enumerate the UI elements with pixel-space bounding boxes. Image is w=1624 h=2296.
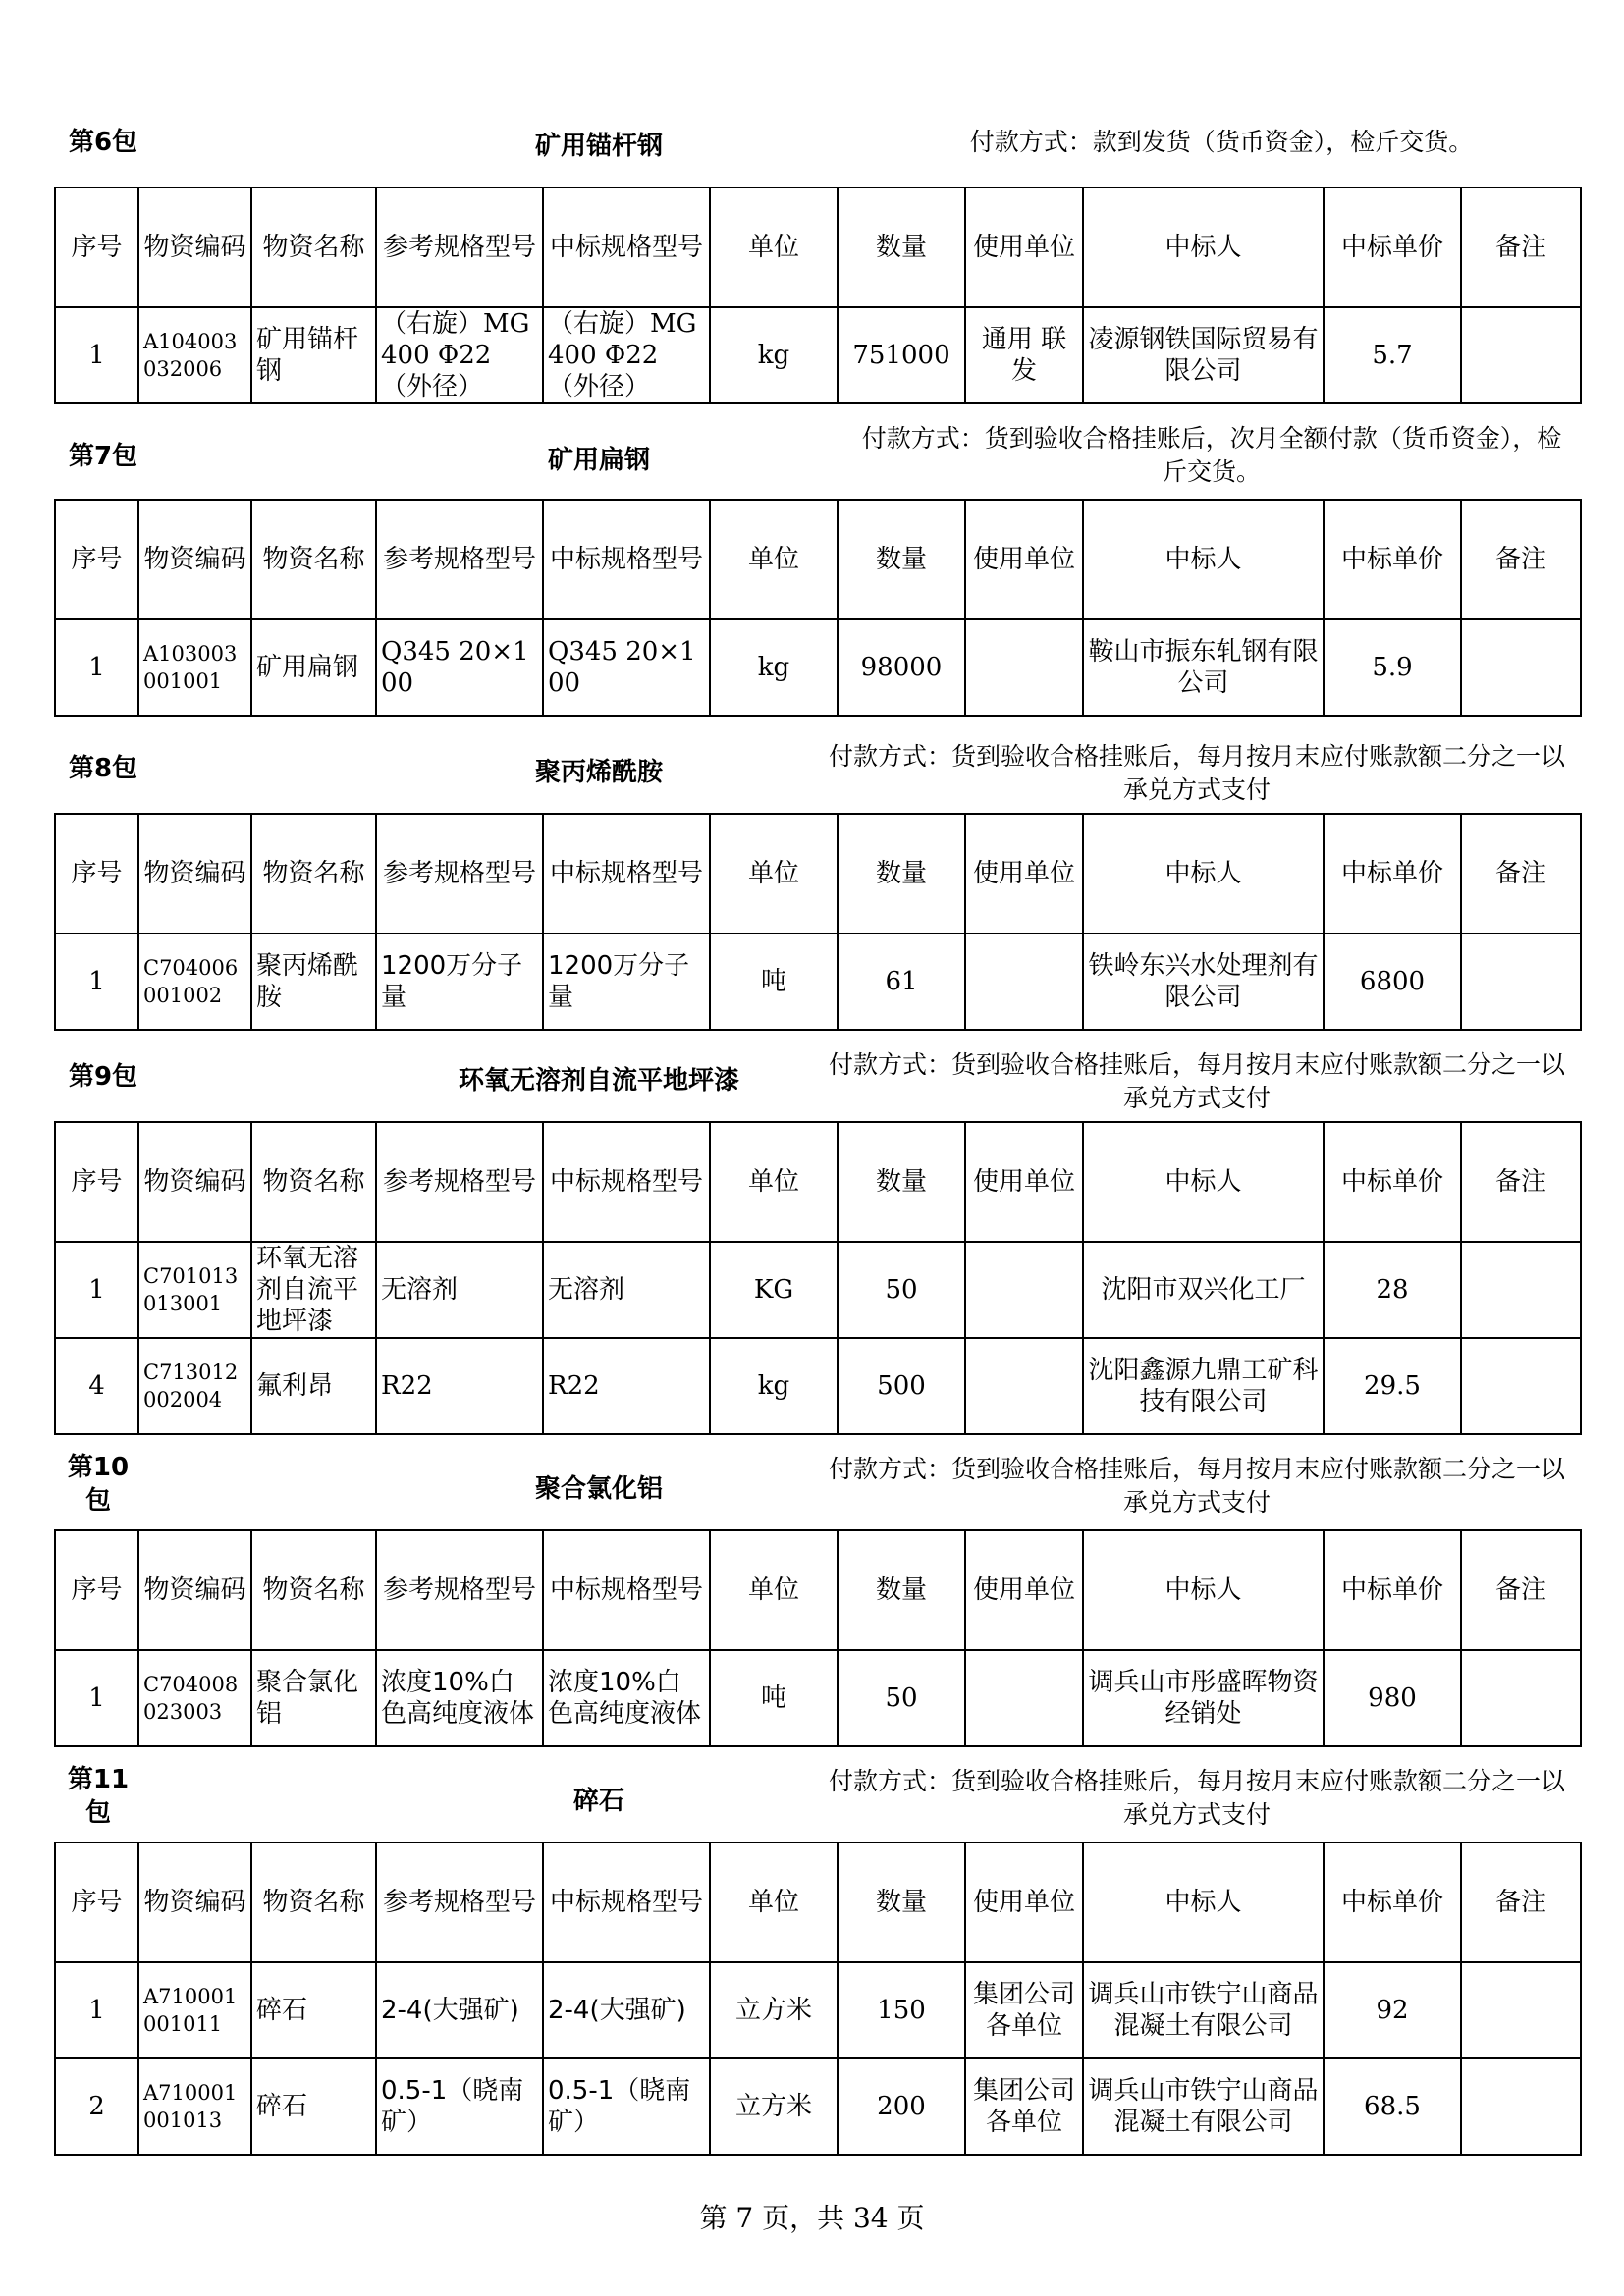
cell-unit: 吨 <box>710 1650 838 1746</box>
cell-note <box>1461 619 1581 716</box>
cell-bid-spec: R22 <box>543 1338 710 1434</box>
column-header: 序号 <box>55 1122 138 1242</box>
package-number: 第6包 <box>68 128 138 157</box>
cell-seq: 1 <box>55 1650 138 1746</box>
cell-code: C704008023003 <box>138 1650 251 1746</box>
cell-qty: 50 <box>838 1242 965 1338</box>
cell-ref-spec: Q345 20×100 <box>376 619 543 716</box>
cell-winner: 沈阳市双兴化工厂 <box>1083 1242 1324 1338</box>
column-header: 参考规格型号 <box>376 1842 543 1962</box>
column-header: 中标规格型号 <box>543 1122 710 1242</box>
cell-name: 聚合氯化铝 <box>251 1650 376 1746</box>
column-header: 序号 <box>55 1842 138 1962</box>
table-row <box>55 619 1581 716</box>
column-header: 备注 <box>1461 500 1581 619</box>
cell-winner: 凌源钢铁国际贸易有限公司 <box>1083 307 1324 403</box>
cell-user <box>965 1650 1083 1746</box>
cell-code: C701013013001 <box>138 1242 251 1338</box>
cell-unit: KG <box>710 1242 838 1338</box>
column-header: 中标规格型号 <box>543 1842 710 1962</box>
award-table <box>54 1529 1582 1747</box>
cell-seq: 1 <box>55 619 138 716</box>
cell-bid-spec: Q345 20×100 <box>543 619 710 716</box>
column-header: 中标人 <box>1083 1842 1324 1962</box>
column-header: 物资编码 <box>138 1530 251 1650</box>
table-row <box>55 307 1581 403</box>
cell-price: 5.7 <box>1324 307 1461 403</box>
cell-unit: kg <box>710 1338 838 1434</box>
column-header: 中标人 <box>1083 814 1324 934</box>
column-header: 单位 <box>710 187 838 307</box>
cell-user: 集团公司各单位 <box>965 1962 1083 2058</box>
cell-code: A104003032006 <box>138 307 251 403</box>
page-number-footer: 第 7 页，共 34 页 <box>699 2202 925 2234</box>
cell-qty: 751000 <box>838 307 965 403</box>
cell-ref-spec: （右旋）MG400 Φ22（外径） <box>376 307 543 403</box>
award-table <box>54 1842 1582 2156</box>
cell-user <box>965 934 1083 1030</box>
cell-price: 92 <box>1324 1962 1461 2058</box>
cell-price: 5.9 <box>1324 619 1461 716</box>
cell-winner: 鞍山市振东轧钢有限公司 <box>1083 619 1324 716</box>
column-header: 单位 <box>710 814 838 934</box>
cell-seq: 1 <box>55 1962 138 2058</box>
cell-qty: 200 <box>838 2058 965 2155</box>
column-header: 物资名称 <box>251 814 376 934</box>
column-header: 中标单价 <box>1324 1530 1461 1650</box>
payment-terms: 付款方式：款到发货（货币资金），检斤交货。 <box>969 128 1474 156</box>
cell-unit: 立方米 <box>710 2058 838 2155</box>
cell-ref-spec: 0.5-1（晓南矿） <box>376 2058 543 2155</box>
table-row <box>55 1650 1581 1746</box>
package-title: 聚合氯化铝 <box>534 1474 663 1504</box>
column-header: 参考规格型号 <box>376 1122 543 1242</box>
cell-price: 68.5 <box>1324 2058 1461 2155</box>
column-header: 备注 <box>1461 1842 1581 1962</box>
column-header: 序号 <box>55 500 138 619</box>
cell-qty: 150 <box>838 1962 965 2058</box>
table-row <box>55 1962 1581 2058</box>
cell-name: 碎石 <box>251 1962 376 2058</box>
cell-unit: 吨 <box>710 934 838 1030</box>
package-number: 第8包 <box>68 754 138 783</box>
column-header: 中标规格型号 <box>543 814 710 934</box>
cell-code: C704006001002 <box>138 934 251 1030</box>
cell-unit: kg <box>710 307 838 403</box>
cell-ref-spec: 1200万分子量 <box>376 934 543 1030</box>
column-header: 数量 <box>838 1842 965 1962</box>
cell-code: A103003001001 <box>138 619 251 716</box>
cell-name: 碎石 <box>251 2058 376 2155</box>
column-header: 物资名称 <box>251 1842 376 1962</box>
cell-bid-spec: 浓度10%白色高纯度液体 <box>543 1650 710 1746</box>
column-header: 参考规格型号 <box>376 1530 543 1650</box>
payment-terms: 付款方式：货到验收合格挂账后，每月按月末应付账款额二分之一以承兑方式支付 <box>829 1767 1566 1829</box>
cell-winner: 调兵山市铁宁山商品混凝土有限公司 <box>1083 1962 1324 2058</box>
column-header: 中标人 <box>1083 187 1324 307</box>
column-header: 物资名称 <box>251 500 376 619</box>
package-title: 矿用扁钢 <box>547 446 650 475</box>
cell-seq: 1 <box>55 307 138 403</box>
column-header: 物资名称 <box>251 1530 376 1650</box>
table-row <box>55 1338 1581 1434</box>
cell-price: 6800 <box>1324 934 1461 1030</box>
cell-user <box>965 1338 1083 1434</box>
column-header: 使用单位 <box>965 187 1083 307</box>
award-table <box>54 813 1582 1031</box>
column-header: 序号 <box>55 187 138 307</box>
payment-terms: 付款方式：货到验收合格挂账后，每月按月末应付账款额二分之一以承兑方式支付 <box>829 1455 1566 1517</box>
column-header: 中标单价 <box>1324 1842 1461 1962</box>
cell-note <box>1461 1962 1581 2058</box>
package-number: 第9包 <box>68 1062 138 1092</box>
cell-code: A710001001011 <box>138 1962 251 2058</box>
cell-qty: 98000 <box>838 619 965 716</box>
column-header: 中标规格型号 <box>543 1530 710 1650</box>
cell-code: C713012002004 <box>138 1338 251 1434</box>
table-header-row <box>55 1122 1581 1242</box>
cell-note <box>1461 934 1581 1030</box>
cell-ref-spec: 浓度10%白色高纯度液体 <box>376 1650 543 1746</box>
cell-winner: 铁岭东兴水处理剂有限公司 <box>1083 934 1324 1030</box>
column-header: 中标单价 <box>1324 1122 1461 1242</box>
table-header-row <box>55 1842 1581 1962</box>
column-header: 使用单位 <box>965 814 1083 934</box>
cell-user: 集团公司各单位 <box>965 2058 1083 2155</box>
cell-seq: 1 <box>55 934 138 1030</box>
cell-note <box>1461 1338 1581 1434</box>
cell-bid-spec: （右旋）MG400 Φ22（外径） <box>543 307 710 403</box>
column-header: 单位 <box>710 1842 838 1962</box>
column-header: 数量 <box>838 1530 965 1650</box>
payment-terms: 付款方式：货到验收合格挂账后，次月全额付款（货币资金），检斤交货。 <box>861 424 1562 486</box>
column-header: 中标人 <box>1083 1530 1324 1650</box>
table-header-row <box>55 814 1581 934</box>
column-header: 数量 <box>838 187 965 307</box>
column-header: 参考规格型号 <box>376 187 543 307</box>
package-number: 第11包 <box>67 1765 130 1828</box>
cell-winner: 调兵山市铁宁山商品混凝土有限公司 <box>1083 2058 1324 2155</box>
table-row <box>55 1242 1581 1338</box>
column-header: 参考规格型号 <box>376 814 543 934</box>
column-header: 中标单价 <box>1324 500 1461 619</box>
cell-seq: 2 <box>55 2058 138 2155</box>
column-header: 使用单位 <box>965 1842 1083 1962</box>
cell-qty: 61 <box>838 934 965 1030</box>
cell-ref-spec: 无溶剂 <box>376 1242 543 1338</box>
column-header: 备注 <box>1461 1122 1581 1242</box>
column-header: 数量 <box>838 814 965 934</box>
package-title: 聚丙烯酰胺 <box>534 758 663 787</box>
cell-note <box>1461 307 1581 403</box>
column-header: 序号 <box>55 814 138 934</box>
table-header-row <box>55 1530 1581 1650</box>
award-table <box>54 1121 1582 1435</box>
column-header: 物资编码 <box>138 1842 251 1962</box>
cell-seq: 1 <box>55 1242 138 1338</box>
cell-note <box>1461 1650 1581 1746</box>
column-header: 数量 <box>838 1122 965 1242</box>
column-header: 数量 <box>838 500 965 619</box>
column-header: 物资编码 <box>138 187 251 307</box>
cell-name: 环氧无溶剂自流平地坪漆 <box>251 1242 376 1338</box>
table-row <box>55 934 1581 1030</box>
cell-qty: 500 <box>838 1338 965 1434</box>
column-header: 中标规格型号 <box>543 187 710 307</box>
cell-price: 28 <box>1324 1242 1461 1338</box>
column-header: 单位 <box>710 1530 838 1650</box>
column-header: 备注 <box>1461 187 1581 307</box>
column-header: 物资编码 <box>138 500 251 619</box>
cell-winner: 沈阳鑫源九鼎工矿科技有限公司 <box>1083 1338 1324 1434</box>
column-header: 物资名称 <box>251 1122 376 1242</box>
award-table <box>54 187 1582 404</box>
cell-price: 29.5 <box>1324 1338 1461 1434</box>
cell-bid-spec: 1200万分子量 <box>543 934 710 1030</box>
column-header: 参考规格型号 <box>376 500 543 619</box>
payment-terms: 付款方式：货到验收合格挂账后，每月按月末应付账款额二分之一以承兑方式支付 <box>829 1050 1566 1112</box>
package-title: 碎石 <box>572 1787 624 1816</box>
column-header: 物资编码 <box>138 814 251 934</box>
column-header: 备注 <box>1461 1530 1581 1650</box>
package-number: 第7包 <box>68 442 138 471</box>
column-header: 使用单位 <box>965 1530 1083 1650</box>
cell-winner: 调兵山市彤盛晖物资经销处 <box>1083 1650 1324 1746</box>
column-header: 中标单价 <box>1324 814 1461 934</box>
package-title: 环氧无溶剂自流平地坪漆 <box>458 1066 739 1095</box>
column-header: 备注 <box>1461 814 1581 934</box>
cell-user <box>965 619 1083 716</box>
package-title: 矿用锚杆钢 <box>534 132 663 161</box>
cell-name: 氟利昂 <box>251 1338 376 1434</box>
column-header: 物资名称 <box>251 187 376 307</box>
column-header: 中标人 <box>1083 1122 1324 1242</box>
column-header: 使用单位 <box>965 1122 1083 1242</box>
column-header: 中标单价 <box>1324 187 1461 307</box>
table-header-row <box>55 187 1581 307</box>
column-header: 单位 <box>710 1122 838 1242</box>
table-row <box>55 2058 1581 2155</box>
cell-unit: kg <box>710 619 838 716</box>
column-header: 序号 <box>55 1530 138 1650</box>
cell-name: 矿用扁钢 <box>251 619 376 716</box>
cell-bid-spec: 无溶剂 <box>543 1242 710 1338</box>
cell-ref-spec: R22 <box>376 1338 543 1434</box>
table-header-row <box>55 500 1581 619</box>
cell-price: 980 <box>1324 1650 1461 1746</box>
column-header: 物资编码 <box>138 1122 251 1242</box>
column-header: 使用单位 <box>965 500 1083 619</box>
payment-terms: 付款方式：货到验收合格挂账后，每月按月末应付账款额二分之一以承兑方式支付 <box>829 742 1566 804</box>
column-header: 中标人 <box>1083 500 1324 619</box>
cell-ref-spec: 2-4(大强矿) <box>376 1962 543 2058</box>
package-number: 第10包 <box>67 1453 130 1516</box>
cell-name: 矿用锚杆钢 <box>251 307 376 403</box>
cell-note <box>1461 2058 1581 2155</box>
cell-unit: 立方米 <box>710 1962 838 2058</box>
cell-code: A710001001013 <box>138 2058 251 2155</box>
award-table <box>54 499 1582 717</box>
cell-qty: 50 <box>838 1650 965 1746</box>
cell-bid-spec: 0.5-1（晓南矿） <box>543 2058 710 2155</box>
cell-seq: 4 <box>55 1338 138 1434</box>
column-header: 中标规格型号 <box>543 500 710 619</box>
cell-user <box>965 1242 1083 1338</box>
cell-user: 通用 联发 <box>965 307 1083 403</box>
cell-bid-spec: 2-4(大强矿) <box>543 1962 710 2058</box>
cell-name: 聚丙烯酰胺 <box>251 934 376 1030</box>
cell-note <box>1461 1242 1581 1338</box>
column-header: 单位 <box>710 500 838 619</box>
